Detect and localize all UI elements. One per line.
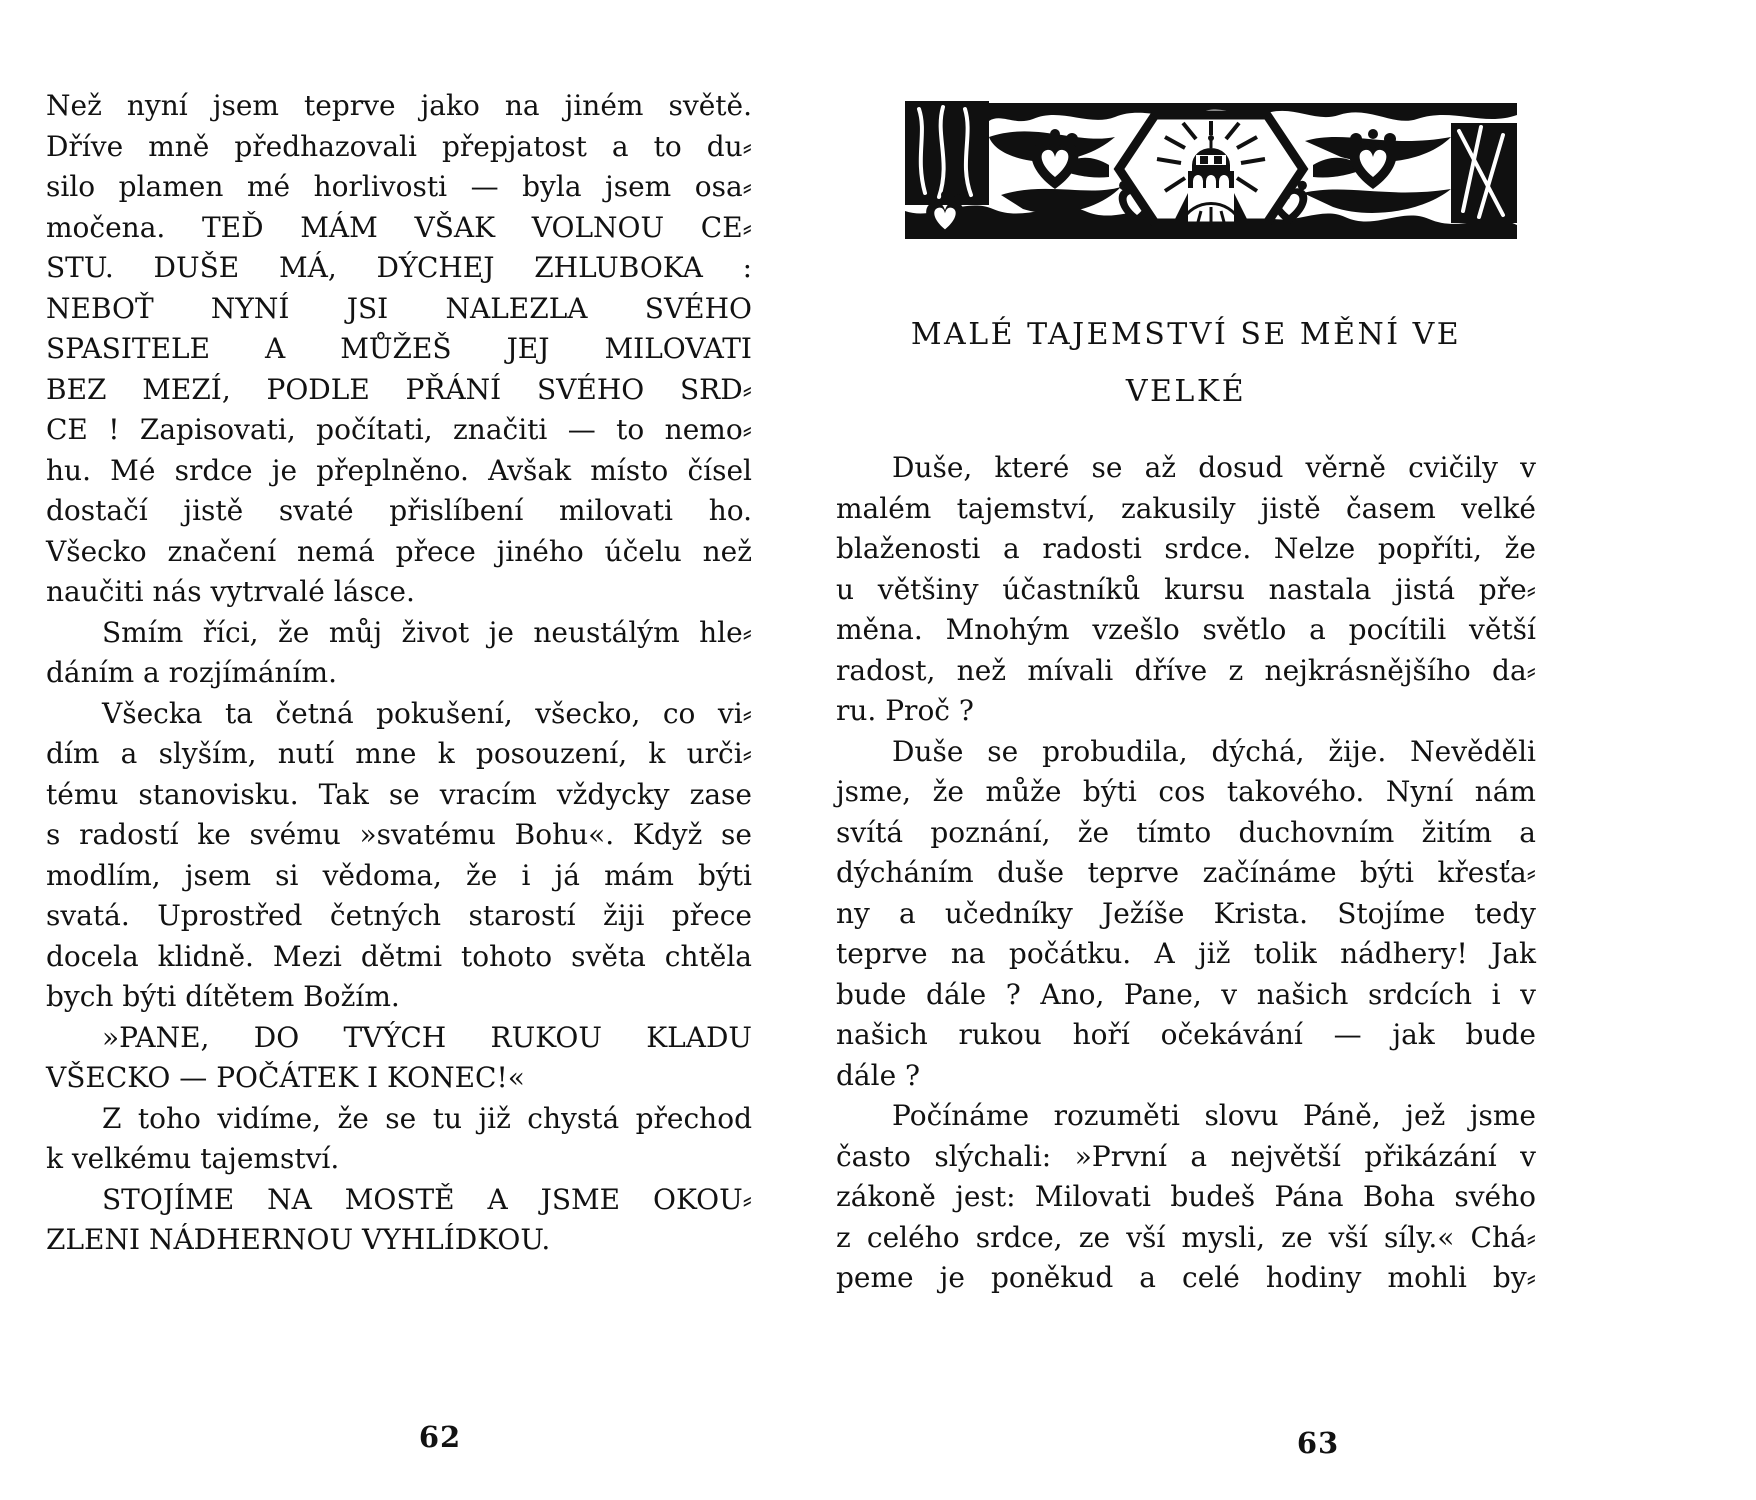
text-line: ZLENI NÁDHERNOU VYHLÍDKOU. <box>46 1223 551 1256</box>
text-line: STU. DUŠE MÁ, DÝCHEJ ZHLUBOKA : <box>46 251 752 284</box>
text-line: dím a slyším, nutí mne k posouzení, k urči⸗ <box>46 737 752 770</box>
text-line: Duše, které se až dosud věrně cvičily v <box>892 451 1536 484</box>
paragraph <box>46 1180 752 1261</box>
text-line: dostačí jistě svaté přislíbení milovati ho. <box>46 494 752 527</box>
text-line: VŠECKO — POČÁTEK I KONEC!« <box>46 1061 525 1094</box>
text-line: SPASITELE A MŮŽEŠ JEJ MILOVATI <box>46 332 752 365</box>
text-line: ny a učedníky Ježíše Krista. Stojíme tedy <box>836 896 1536 930</box>
text-line: Počínáme rozuměti slovu Páně, jež jsme <box>892 1099 1536 1132</box>
text-line: ru. Proč ? <box>836 694 974 727</box>
text-line: peme je poněkud a celé hodiny mohli by⸗ <box>836 1261 1536 1294</box>
paragraph <box>46 1018 752 1099</box>
text-line: močena. TEĎ MÁM VŠAK VOLNOU CE⸗ <box>46 210 752 244</box>
text-line: »PANE, DO TVÝCH RUKOU KLADU <box>102 1020 752 1054</box>
text-line: CE ! Zapisovati, počítati, značiti — to nemo⸗ <box>46 413 752 446</box>
text-line: hu. Mé srdce je přeplněno. Avšak místo čísel <box>46 453 752 487</box>
text-line: Všecko značení nemá přece jiného účelu než <box>46 534 752 568</box>
text-line: bude dále ? Ano, Pane, v našich srdcích i v <box>836 977 1536 1011</box>
floral-woodcut-icon <box>905 99 1517 239</box>
paragraph <box>836 1096 1536 1299</box>
text-line: dýcháním duše teprve začínáme býti křesťa⸗ <box>836 856 1536 889</box>
paragraph <box>46 694 752 1018</box>
text-line: k velkému tajemství. <box>46 1142 340 1175</box>
text-line: Všecka ta četná pokušení, všecko, co vi⸗ <box>102 696 752 730</box>
text-line: často slýchali: »První a největší přikázání v <box>836 1139 1536 1173</box>
text-line: Dříve mně předhazovali přepjatost a to du⸗ <box>46 129 752 163</box>
text-line: BEZ MEZÍ, PODLE PŘÁNÍ SVÉHO SRD⸗ <box>46 372 752 406</box>
text-line: měna. Mnohým vzešlo světlo a pocítili větší <box>836 613 1536 646</box>
chapter-title-line1: MALÉ TAJEMSTVÍ SE MĚNÍ VE <box>910 317 1462 352</box>
text-line: z celého srdce, ze vší mysli, ze vší síly.« Chá⸗ <box>836 1220 1536 1254</box>
text-line: svítá poznání, že tímto duchovním žitím a <box>836 815 1536 849</box>
text-line: docela klidně. Mezi dětmi tohoto světa chtěla <box>46 939 752 973</box>
page-number-left: 62 <box>418 1420 462 1454</box>
text-line: silo plamen mé horlivosti — byla jsem osa⸗ <box>46 170 752 203</box>
paragraph <box>46 86 752 613</box>
text-line: dáním a rozjímáním. <box>46 656 337 689</box>
text-line: bych býti dítětem Božím. <box>46 980 400 1013</box>
text-line: NEBOŤ NYNÍ JSI NALEZLA SVÉHO <box>46 291 752 325</box>
text-line: u většiny účastníků kursu nastala jistá pře⸗ <box>836 572 1536 606</box>
left-page-text <box>46 86 752 1261</box>
paragraph <box>46 1099 752 1180</box>
text-line: Duše se probudila, dýchá, žije. Nevěděli <box>892 734 1536 768</box>
text-line: teprve na počátku. A již tolik nádhery! Jak <box>836 937 1536 970</box>
paragraph <box>46 613 752 694</box>
text-line: zákoně jest: Milovati budeš Pána Boha svého <box>836 1180 1536 1213</box>
paragraph <box>836 448 1536 732</box>
right-page-text <box>836 448 1536 1299</box>
text-line: STOJÍME NA MOSTĚ A JSME OKOU⸗ <box>102 1182 752 1216</box>
text-line: našich rukou hoří očekávání — jak bude <box>836 1018 1536 1051</box>
chapter-title <box>836 306 1536 420</box>
text-line: tému stanovisku. Tak se vracím vždycky zase <box>46 777 752 811</box>
text-line: Z toho vidíme, že se tu již chystá přechod <box>102 1101 752 1135</box>
chapter-title-line2: VELKÉ <box>1125 374 1247 409</box>
text-line: Smím říci, že můj život je neustálým hle⸗ <box>102 615 752 649</box>
text-line: radost, než mívali dříve z nejkrásnějšího da⸗ <box>836 653 1536 687</box>
header-ornament-image <box>905 99 1517 239</box>
text-line: modlím, jsem si vědoma, že i já mám býti <box>46 858 752 892</box>
text-line: blaženosti a radosti srdce. Nelze popříti, že <box>836 532 1536 565</box>
text-line: naučiti nás vytrvalé lásce. <box>46 575 415 608</box>
page-number-right: 63 <box>1296 1426 1340 1460</box>
text-line: svatá. Uprostřed četných starostí žiji přece <box>46 899 752 932</box>
text-line: Než nyní jsem teprve jako na jiném světě. <box>46 89 752 122</box>
text-line: dále ? <box>836 1058 921 1092</box>
paragraph <box>836 732 1536 1097</box>
text-line: malém tajemství, zakusily jistě časem velké <box>836 491 1536 525</box>
text-line: s radostí ke svému »svatému Bohu«. Když se <box>46 818 752 851</box>
text-line: jsme, že může býti cos takového. Nyní nám <box>836 775 1536 808</box>
